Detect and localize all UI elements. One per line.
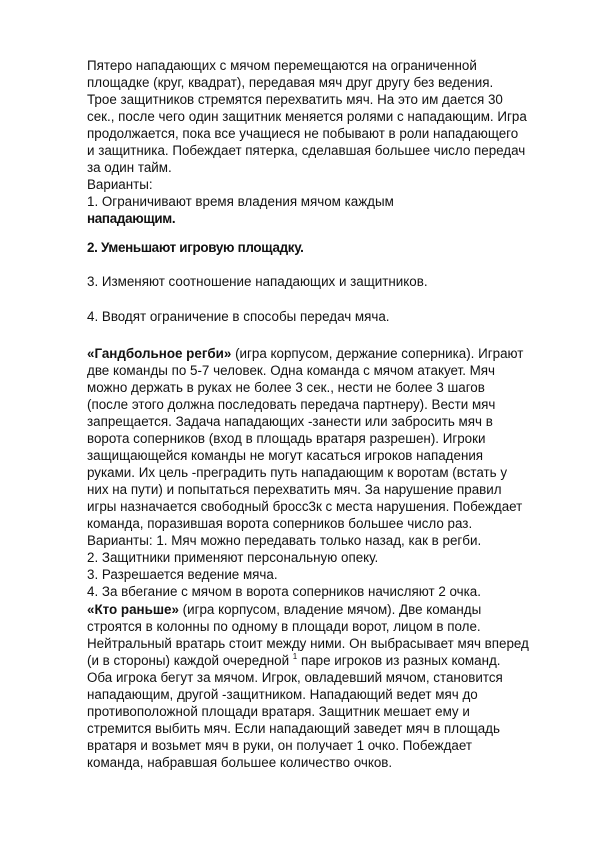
variant-item: 2. Уменьшают игровую площадку. xyxy=(87,240,304,255)
text-line: игры назначается свободный бросс3к с места нарушения. Побеждает xyxy=(87,499,523,514)
text-line: и защитника. Побеждает пятерка, сделавшая большее число передач xyxy=(87,143,526,158)
text-line: Трое защитников стремятся перехватить мяч. На это им дается 30 xyxy=(87,92,503,107)
game-title: «Кто раньше» xyxy=(87,602,179,617)
game-heading-line: «Кто раньше» (игра корпусом, владение мячом). Две команды xyxy=(87,602,482,617)
text-line: продолжается, пока все учащиеся не побывают в роли нападающего xyxy=(87,126,519,141)
text-line: (и в стороны) каждой очередной $^1$ паре игроков из разных команд. xyxy=(87,652,501,668)
text-line: команда, набравшая большее количество очков. xyxy=(87,755,393,770)
text-line: противоположной площади вратаря. Защитник мешает ему и xyxy=(87,704,470,719)
text-line: вратаря и возьмет мяч в руки, он получает 1 очко. Побеждает xyxy=(87,738,472,753)
text-line: Нейтральный вратарь стоит между ними. Он выбрасывает мяч вперед xyxy=(87,636,529,651)
text-line: сек., после чего один защитник меняется ролями с нападающим. Игра xyxy=(87,109,527,124)
text-line: команда, поразившая ворота соперников большее число раз. xyxy=(87,516,473,531)
game-heading-line: «Гандбольное регби» (игра корпусом, держание соперника). Играют xyxy=(87,346,524,361)
text-line: защищающейся команды не могут касаться игроков нападения xyxy=(87,448,484,463)
text-line: Варианты: 1. Мяч можно передавать только назад, как в регби. xyxy=(87,533,482,548)
variant-item: 2. Защитники применяют персональную опеку. xyxy=(87,550,379,565)
variant-item: 1. Ограничивают время владения мячом каждым xyxy=(87,194,394,209)
text-line: нападающим, другой -защитником. Нападающий ведет мяч до xyxy=(87,687,478,702)
text-line: Варианты: xyxy=(87,177,153,192)
text-line: руками. Их цель -преградить путь нападающим к воротам (встать у xyxy=(87,465,508,480)
text-line: за один тайм. xyxy=(87,160,172,175)
text-line: площадке (круг, квадрат), передавая мяч друг другу без ведения. xyxy=(87,75,494,90)
variant-item: 4. За вбегание с мячом в ворота соперников начисляют 2 очка. xyxy=(87,584,481,599)
game-title: «Гандбольное регби» xyxy=(87,346,232,361)
variant-item: 4. Вводят ограничение в способы передач мяча. xyxy=(87,309,390,324)
text-line: ворота соперников (вход в площадь вратаря разрешен). Игроки xyxy=(87,431,486,446)
text-line: (после этого должна последовать передача партнеру). Вести мяч xyxy=(87,397,496,412)
variant-item: нападающим. xyxy=(87,211,176,226)
text-line: Пятеро нападающих с мячом перемещаются на ограниченной xyxy=(87,58,477,73)
text-line: них на пути) и попытаться перехватить мяч. За нарушение правил xyxy=(87,482,502,497)
footnote-marker: 1 xyxy=(292,652,298,661)
text-line: строятся в колонны по одному в площади ворот, лицом в поле. xyxy=(87,619,481,634)
variant-item: 3. Разрешается ведение мяча. xyxy=(87,567,278,582)
variant-item: 3. Изменяют соотношение нападающих и защитников. xyxy=(87,274,428,289)
text-line: Оба игрока бегут за мячом. Игрок, овладевший мячом, становится xyxy=(87,670,503,685)
text-line: можно держать в руках не более 3 сек., нести не более 3 шагов xyxy=(87,380,485,395)
text-line: стремится выбить мяч. Если нападающий заведет мяч в площадь xyxy=(87,721,500,736)
text-line: запрещается. Задача нападающих -занести или забросить мяч в xyxy=(87,414,493,429)
text-line: две команды по 5-7 человек. Одна команда с мячом атакует. Мяч xyxy=(87,363,496,378)
